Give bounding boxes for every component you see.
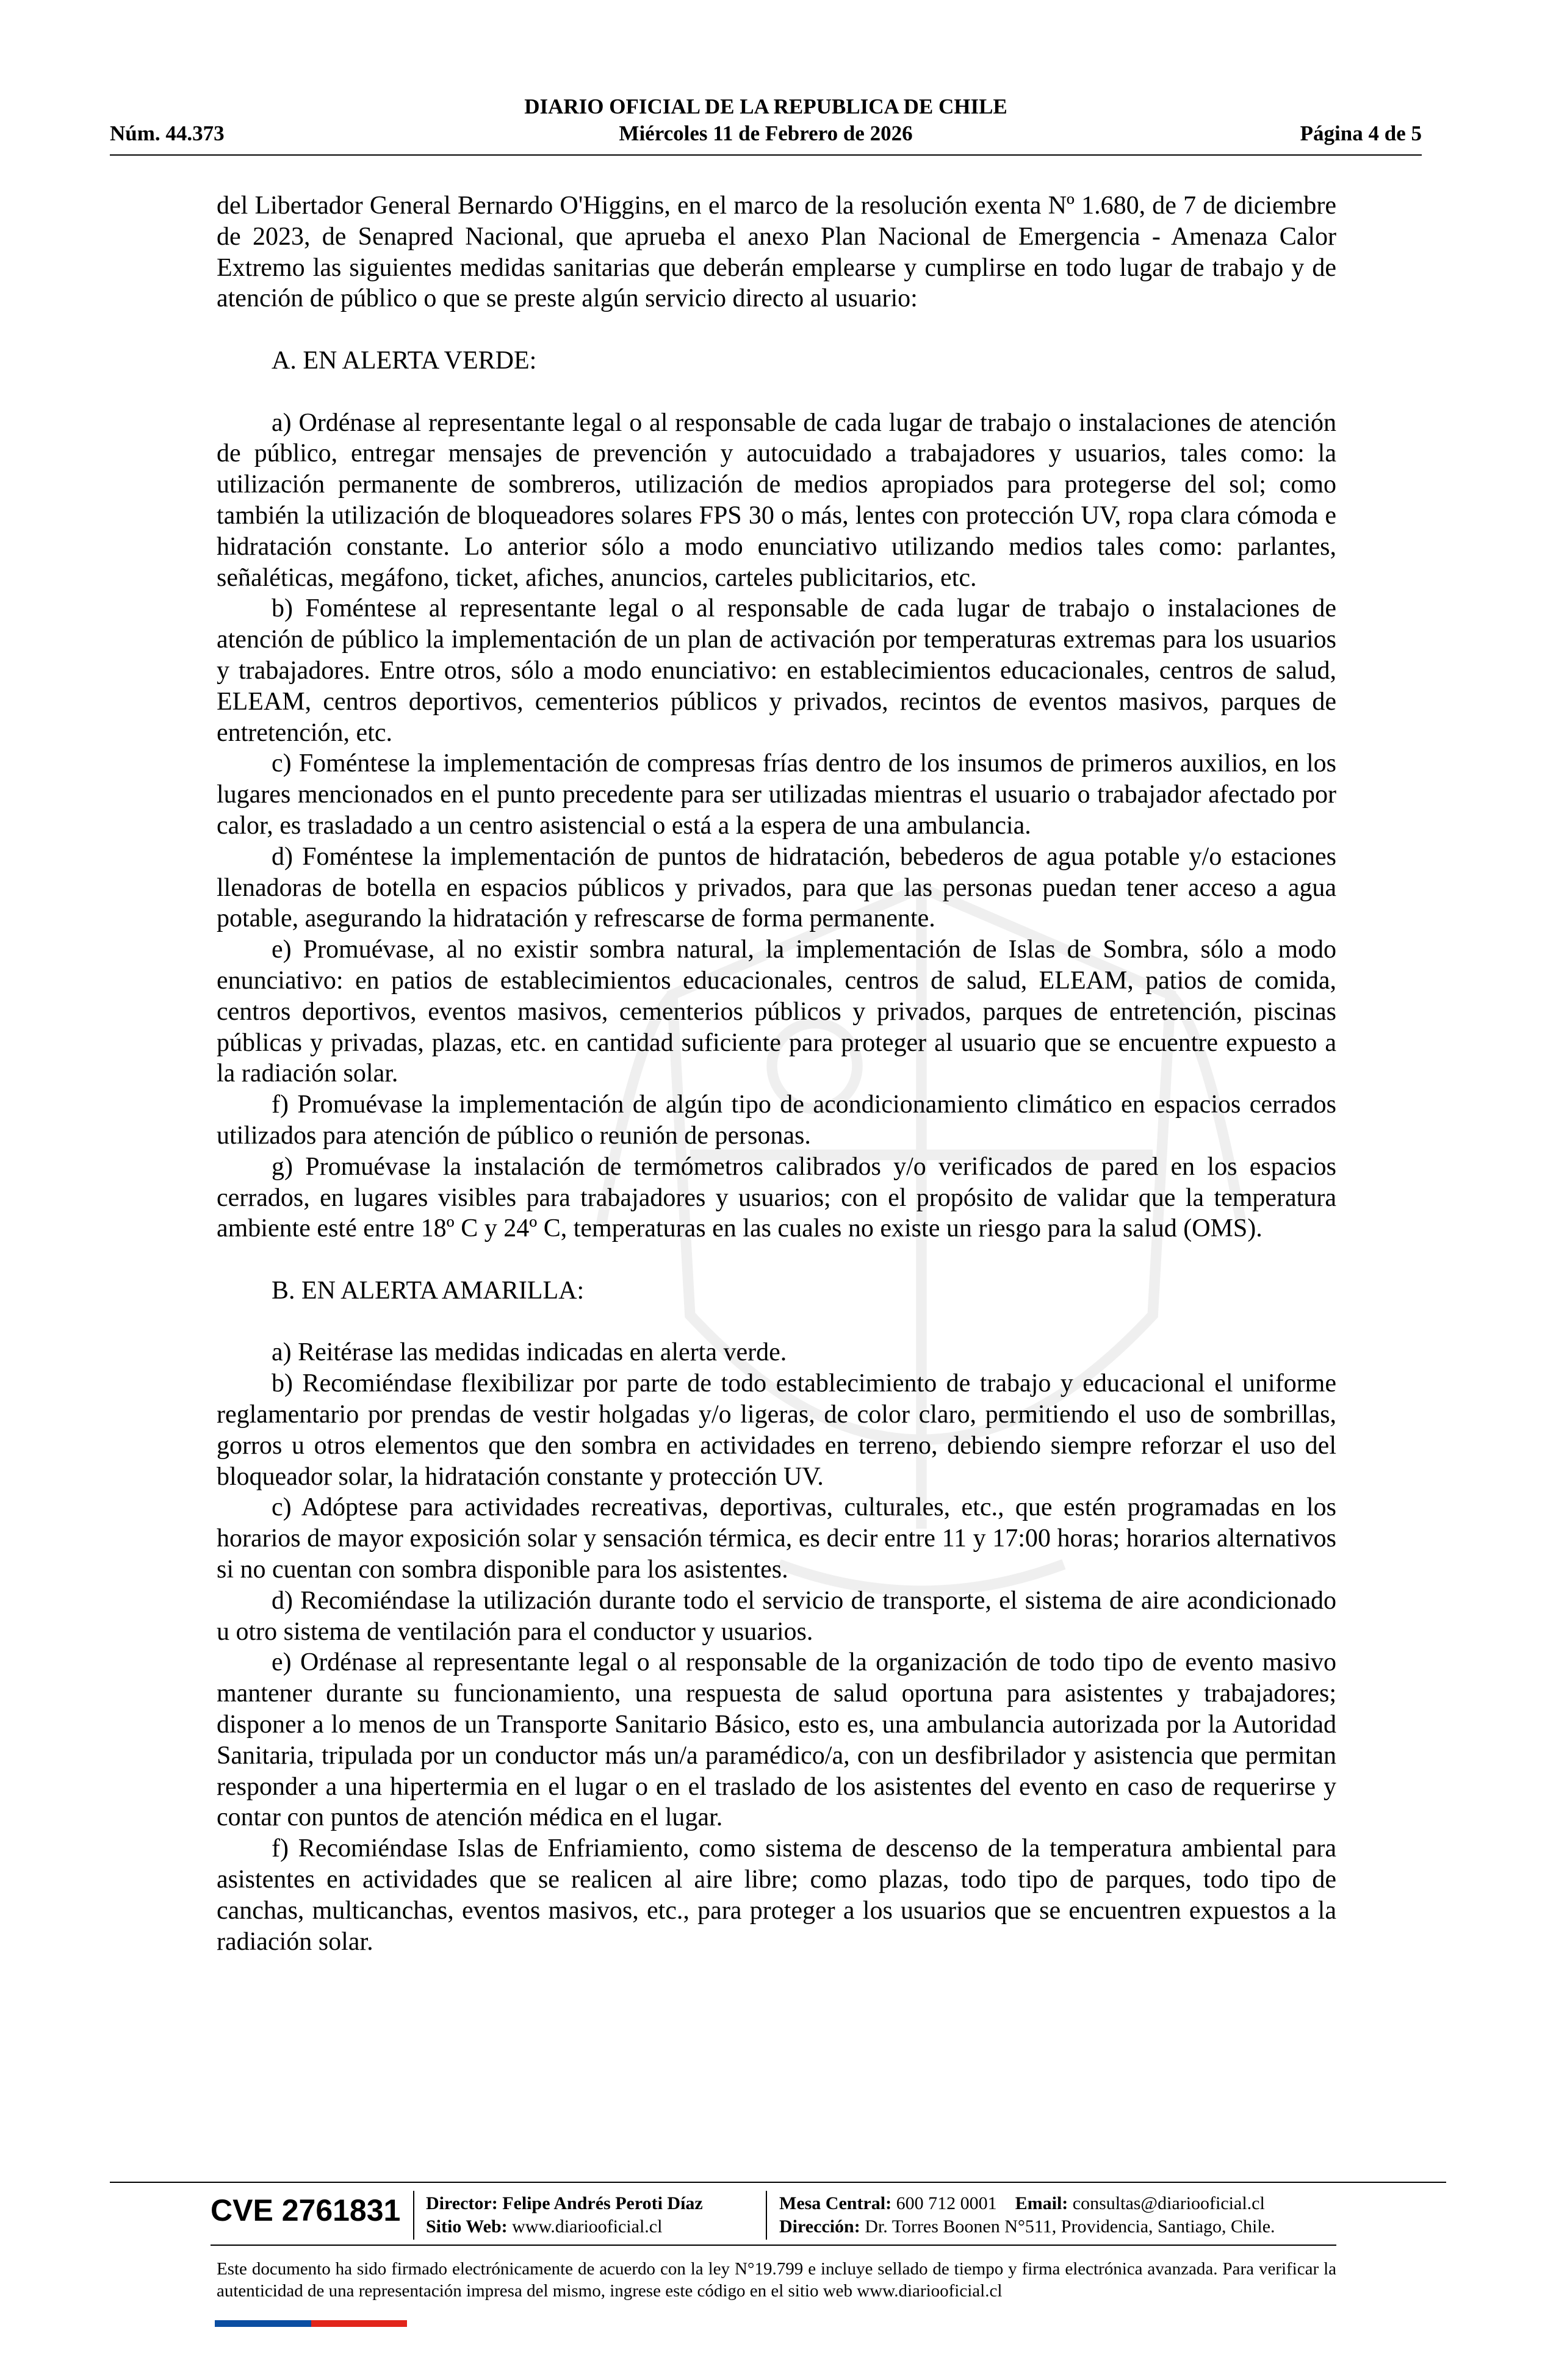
address-value: Dr. Torres Boonen N°511, Providencia, Santiago, Chile. bbox=[865, 2216, 1275, 2237]
flag-red-segment bbox=[311, 2320, 408, 2327]
footer-director-block bbox=[426, 2192, 703, 2238]
section-a-item: g) Promuévase la instalación de termómetros calibrados y/o verificados de pared en los espacios cerrados, en lugares visibles para trabajadores y usuarios; con el propósito de validar que la temperatura ambiente esté entre 18º C y 24º C, temperaturas en las cuales no existe un riesgo para la salud (OMS). bbox=[217, 1152, 1336, 1243]
section-b-item: b) Recomiéndase flexibilizar por parte de todo establecimiento de trabajo y educacional el uniforme reglamentario por prendas de vestir holgadas y/o ligeras, de color claro, permitiendo el uso de sombrillas, gorros u otros elementos que den sombra en actividades en terreno, debiendo siempre reforzar el uso del bloqueador solar, la hidratación constante y protección UV. bbox=[217, 1369, 1336, 1491]
intro-paragraph: del Libertador General Bernardo O'Higgins, en el marco de la resolución exenta Nº 1.680, de 7 de diciembre de 2023, de Senapred Nacional, que aprueba el anexo Plan Nacional de Emergencia - Amenaza Calor Extremo las siguientes medidas sanitarias que deberán emplearse y cumplirse en todo lugar de trabajo y de atención de público o que se preste algún servicio directo al usuario: bbox=[217, 192, 1336, 313]
issue-date: Miércoles 11 de Febrero de 2026 bbox=[619, 121, 913, 145]
footer-inner-divider bbox=[211, 2245, 1336, 2246]
section-a-item: d) Foméntese la implementación de puntos de hidratación, bebederos de agua potable y/o estaciones llenadoras de botella en espacios públicos y privados, para que las personas puedan tener acceso a agua potable, asegurando la hidratación y refrescarse de forma permanente. bbox=[217, 842, 1336, 933]
document-body bbox=[217, 190, 1336, 1957]
footer-contact-block bbox=[779, 2192, 1275, 2238]
mesa-central-phone: 600 712 0001 bbox=[896, 2193, 997, 2213]
gazette-title: DIARIO OFICIAL DE LA REPUBLICA DE CHILE bbox=[524, 95, 1007, 118]
section-a-item: b) Foméntese al representante legal o al responsable de cada lugar de trabajo o instalaciones de atención de público la implementación de un plan de activación por temperaturas extremas para los usuarios y trabajadores. Entre otros, sólo a modo enunciativo: en establecimientos educacionales, centros de salud, ELEAM, centros deportivos, cementerios públicos y privados, recintos de eventos masivos, parques de entretención, etc. bbox=[217, 594, 1336, 747]
section-b-item: a) Reitérase las medidas indicadas en alerta verde. bbox=[272, 1338, 787, 1367]
header-divider bbox=[110, 154, 1422, 156]
flag-blue-segment bbox=[215, 2320, 311, 2327]
issue-number: Núm. 44.373 bbox=[110, 121, 225, 145]
email-label: Email: bbox=[1015, 2193, 1068, 2213]
address-label: Dirección: bbox=[779, 2216, 860, 2237]
section-a-item: e) Promuévase, al no existir sombra natural, la implementación de Islas de Sombra, sólo a modo enunciativo: en patios de establecimientos educacionales, centros de salud, ELEAM, patios de comida, centros deportivos, eventos masivos, cementerios públicos y privados, parques de entretención, piscinas públicas y privadas, plazas, etc. en cantidad suficiente para proteger al usuario que se encuentre expuesto a la radiación solar. bbox=[217, 936, 1336, 1088]
director-name: Director: Felipe Andrés Peroti Díaz bbox=[426, 2193, 703, 2213]
section-a-heading: A. EN ALERTA VERDE: bbox=[272, 346, 537, 375]
chile-flag-bar bbox=[215, 2320, 407, 2327]
section-b-item: c) Adóptese para actividades recreativas, deportivas, culturales, etc., que estén programadas en los horarios de mayor exposición solar y sensación térmica, es decir entre 11 y 17:00 horas; horarios alternativos si no cuentan con sombra disponible para los asistentes. bbox=[217, 1493, 1336, 1584]
website-label: Sitio Web: bbox=[426, 2216, 508, 2237]
section-b-item: f) Recomiéndase Islas de Enfriamiento, como sistema de descenso de la temperatura ambiental para asistentes en actividades que se realicen al aire libre; como plazas, todo tipo de parques, todo tipo de canchas, multicanchas, eventos masivos, etc., para proteger a los usuarios que se encuentren expuestos a la radiación solar. bbox=[217, 1834, 1336, 1956]
section-a-item: c) Foméntese la implementación de compresas frías dentro de los insumos de primeros auxilios, en los lugares mencionados en el punto precedente para ser utilizadas mientras el usuario o trabajador afectado por calor, es trasladado a un centro asistencial o está a la espera de una ambulancia. bbox=[217, 749, 1336, 840]
signature-disclaimer: Este documento ha sido firmado electrónicamente de acuerdo con la ley N°19.799 e incluye sellado de tiempo y firma electrónica avanzada. Para verificar la autenticidad de una representación impresa del mismo, ingrese este código en el sitio web www.diariooficial.cl bbox=[217, 2259, 1336, 2301]
footer-separator bbox=[766, 2191, 767, 2240]
mesa-central-label: Mesa Central: bbox=[779, 2193, 892, 2213]
footer-separator bbox=[413, 2191, 414, 2240]
website-link[interactable]: www.diariooficial.cl bbox=[512, 2216, 663, 2237]
page-header bbox=[110, 95, 1422, 162]
section-a-item: a) Ordénase al representante legal o al responsable de cada lugar de trabajo o instalaciones de atención de público, entregar mensajes de prevención y autocuidado a trabajadores y usuarios, tales como: la utilización permanente de sombreros, utilización de medios apropiados para protegerse del sol; como también la utilización de bloqueadores solares FPS 30 o más, lentes con protección UV, ropa clara cómoda e hidratación constante. Lo anterior sólo a modo enunciativo utilizando medios tales como: parlantes, señaléticas, megáfono, ticket, afiches, anuncios, carteles publicitarios, etc. bbox=[217, 408, 1336, 592]
section-a-item: f) Promuévase la implementación de algún tipo de acondicionamiento climático en espacios cerrados utilizados para atención de público o reunión de personas. bbox=[217, 1091, 1336, 1150]
section-b-item: e) Ordénase al representante legal o al responsable de la organización de todo tipo de evento masivo mantener durante su funcionamiento, una respuesta de salud oportuna para asistentes y trabajadores; disponer a lo menos de un Transporte Sanitario Básico, esto es, una ambulancia autorizada por la Autoridad Sanitaria, tripulada por un conductor más un/a paramédico/a, con un desfibrilador y asistencia que permitan responder a una hipertermia en el lugar o en el traslado de los asistentes del evento en caso de requerirse y contar con puntos de atención médica en el lugar. bbox=[217, 1648, 1336, 1832]
cve-code: CVE 2761831 bbox=[211, 2193, 401, 2227]
email-link[interactable]: consultas@diariooficial.cl bbox=[1072, 2193, 1265, 2213]
page-number: Página 4 de 5 bbox=[1300, 121, 1422, 145]
section-b-item: d) Recomiéndase la utilización durante todo el servicio de transporte, el sistema de aire acondicionado u otro sistema de ventilación para el conductor y usuarios. bbox=[217, 1586, 1336, 1646]
footer-divider bbox=[110, 2182, 1446, 2183]
section-b-heading: B. EN ALERTA AMARILLA: bbox=[272, 1276, 585, 1305]
